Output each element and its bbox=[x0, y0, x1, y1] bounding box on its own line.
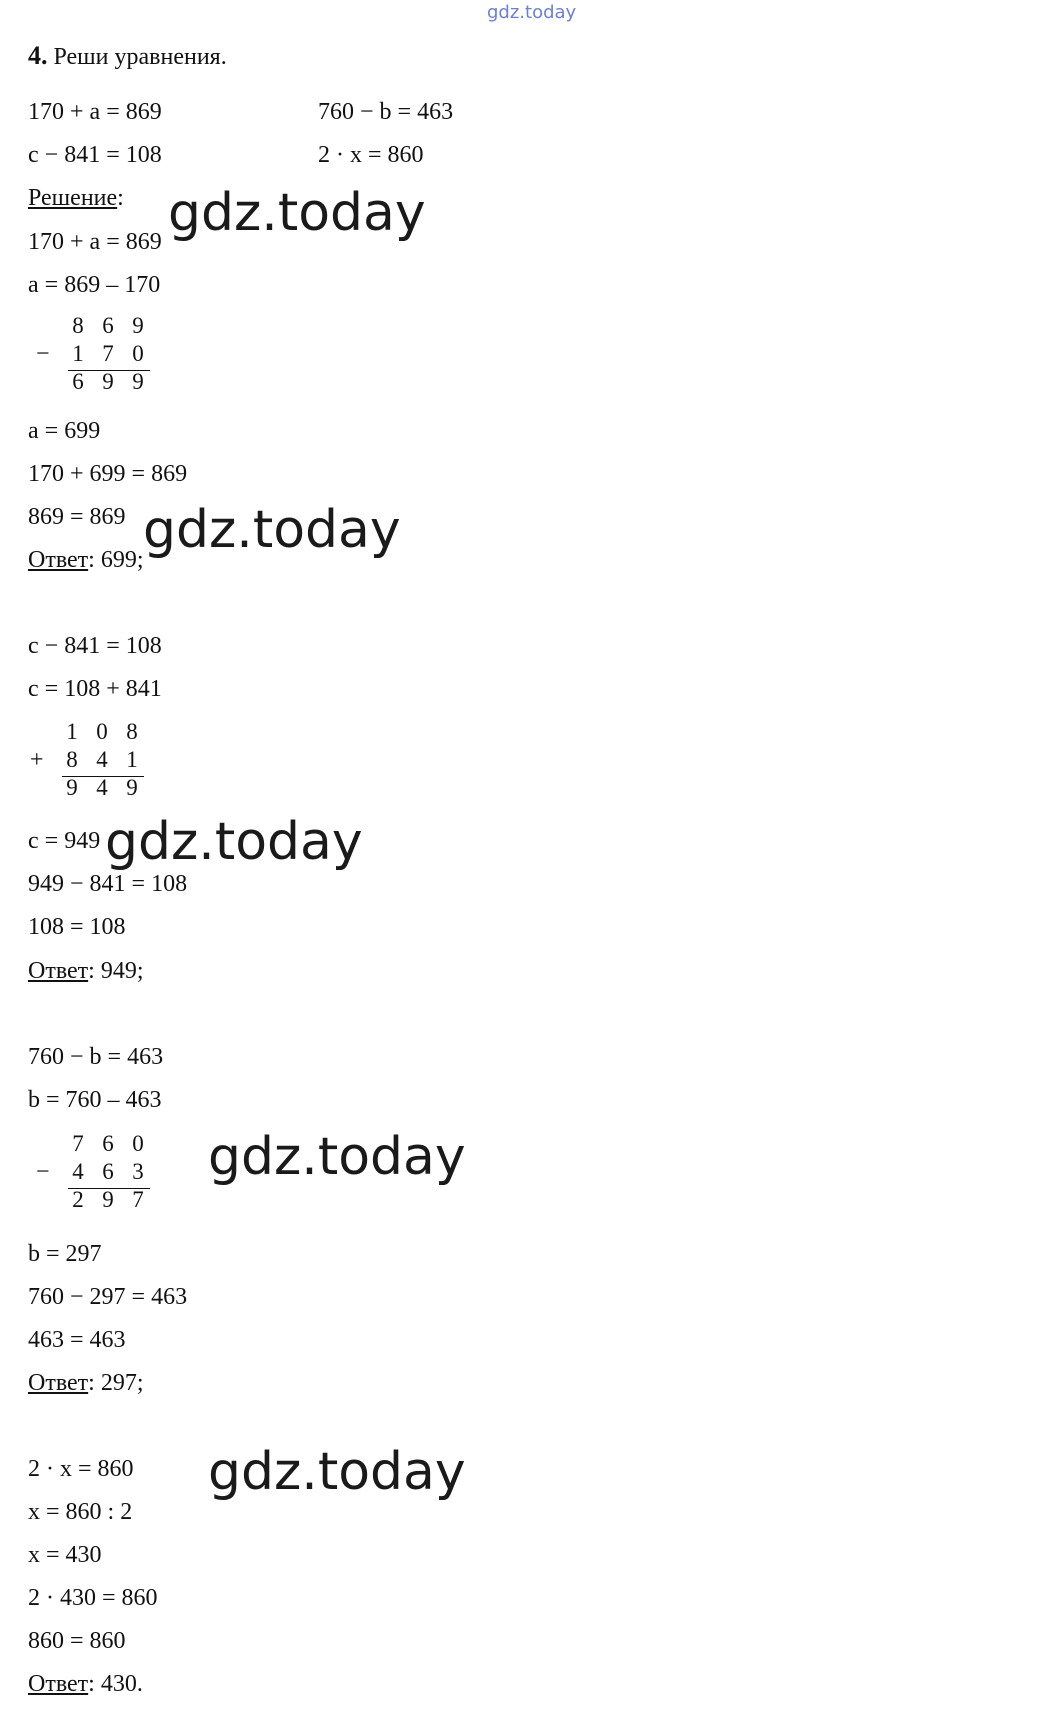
solution-1-line-4: 170 + 699 = 869 bbox=[28, 461, 188, 487]
solution-2-line-5: 108 = 108 bbox=[28, 914, 126, 940]
answer-1: Ответ: 699; bbox=[28, 547, 144, 573]
solution-4-line-3: x = 430 bbox=[28, 1542, 102, 1568]
equation-2: c − 841 = 108 bbox=[28, 142, 162, 168]
solution-3-line-5: 463 = 463 bbox=[28, 1327, 126, 1353]
solution-2-line-1: c − 841 = 108 bbox=[28, 633, 162, 659]
solution-3-line-4: 760 − 297 = 463 bbox=[28, 1284, 188, 1310]
watermark-5: gdz.today bbox=[208, 1442, 466, 1502]
solution-1-line-5: 869 = 869 bbox=[28, 504, 126, 530]
minus-sign: − bbox=[36, 341, 50, 367]
answer-3: Ответ: 297; bbox=[28, 1370, 144, 1396]
solution-4-line-5: 860 = 860 bbox=[28, 1628, 126, 1654]
answer-4: Ответ: 430. bbox=[28, 1671, 143, 1697]
minus-sign: − bbox=[36, 1159, 50, 1185]
solution-1-line-2: a = 869 – 170 bbox=[28, 272, 161, 298]
solution-4-line-4: 2 · 430 = 860 bbox=[28, 1585, 158, 1611]
plus-sign: + bbox=[30, 747, 44, 773]
solution-3-line-3: b = 297 bbox=[28, 1241, 102, 1267]
solution-3-line-2: b = 760 – 463 bbox=[28, 1087, 162, 1113]
solution-label: Решение: bbox=[28, 185, 124, 211]
solution-2-line-3: c = 949 bbox=[28, 828, 101, 854]
solution-2-line-4: 949 − 841 = 108 bbox=[28, 871, 188, 897]
task-number: 4. bbox=[28, 41, 48, 70]
solution-3-line-1: 760 − b = 463 bbox=[28, 1044, 164, 1070]
solution-4-line-2: x = 860 : 2 bbox=[28, 1499, 133, 1525]
solution-1-line-3: a = 699 bbox=[28, 418, 101, 444]
watermark-1: gdz.today bbox=[168, 183, 426, 243]
task-title bbox=[28, 42, 227, 71]
equation-4: 2 · x = 860 bbox=[318, 142, 424, 168]
solution-2-line-2: c = 108 + 841 bbox=[28, 676, 162, 702]
watermark-4: gdz.today bbox=[208, 1127, 466, 1187]
column-calc-1: 8 6 9 − 1 7 0 6 9 9 bbox=[36, 313, 156, 397]
watermark-top: gdz.today bbox=[487, 2, 577, 23]
column-calc-2: 1 0 8 + 8 4 1 9 4 9 bbox=[30, 719, 150, 803]
solution-1-line-1: 170 + a = 869 bbox=[28, 229, 162, 255]
answer-2: Ответ: 949; bbox=[28, 958, 144, 984]
watermark-3: gdz.today bbox=[105, 812, 363, 872]
equation-1: 170 + a = 869 bbox=[28, 99, 162, 125]
solution-4-line-1: 2 · x = 860 bbox=[28, 1456, 134, 1482]
watermark-2: gdz.today bbox=[143, 500, 401, 560]
task-text: Реши уравнения. bbox=[53, 44, 227, 70]
column-calc-3: 7 6 0 − 4 6 3 2 9 7 bbox=[36, 1131, 156, 1215]
equation-3: 760 − b = 463 bbox=[318, 99, 454, 125]
